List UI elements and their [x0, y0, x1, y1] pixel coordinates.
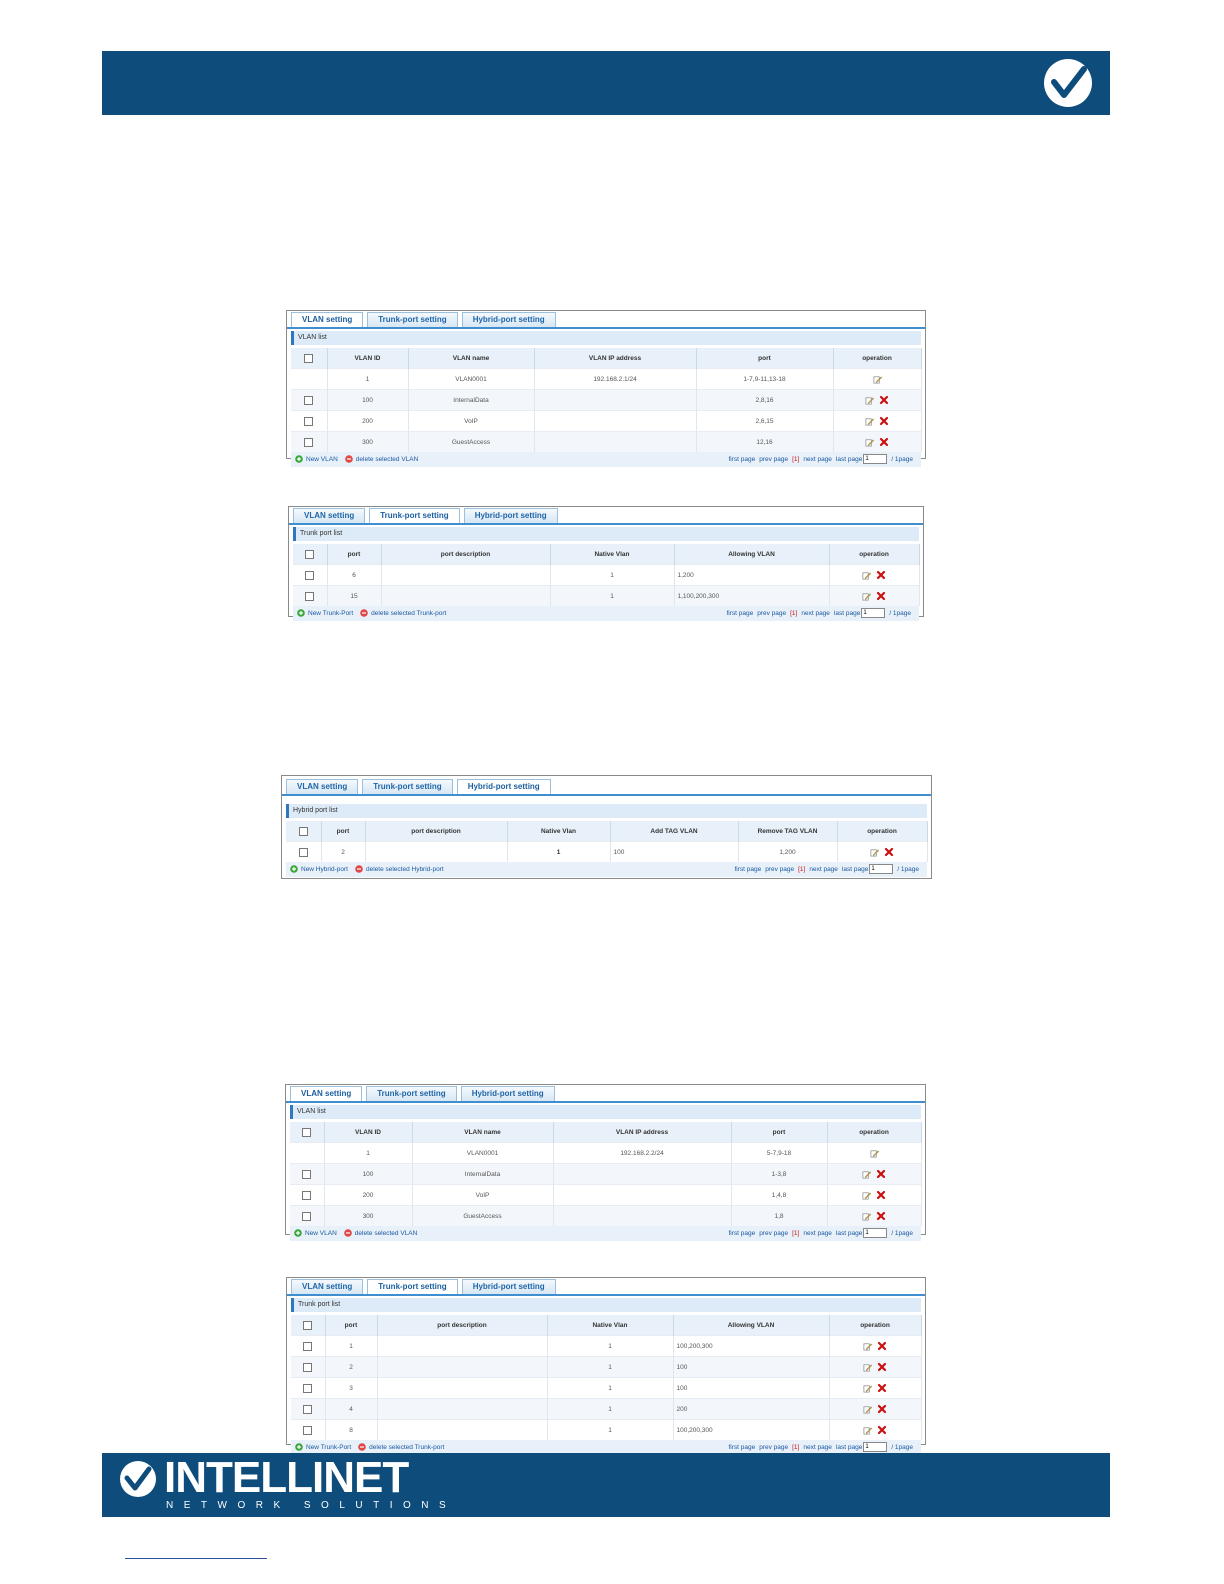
list-title: Hybrid port list	[286, 804, 927, 818]
delete-selected-vlan-button[interactable]: delete selected VLAN	[354, 1229, 418, 1237]
vlan-port-cell: 1-3,8	[731, 1164, 827, 1185]
list-title: Trunk port list	[293, 527, 919, 541]
row-select-cell	[291, 369, 327, 390]
operation-cell	[829, 1420, 921, 1441]
tab-trunk-port-setting[interactable]: Trunk-port setting	[362, 779, 452, 794]
delete-selected-vlan-button[interactable]: delete selected VLAN	[355, 455, 419, 463]
delete-icon[interactable]	[876, 591, 886, 601]
row-select-cell	[291, 411, 327, 432]
select-all-header	[293, 544, 327, 565]
column-header: VLAN IP address	[553, 1122, 731, 1143]
first-page-link[interactable]: first page	[734, 865, 762, 873]
vlan-port-cell: 12,16	[696, 432, 833, 453]
add-icon	[295, 1443, 303, 1451]
delete-icon[interactable]	[876, 1169, 886, 1179]
page-number-input[interactable]: 1	[869, 864, 893, 874]
current-page-indicator: [1]	[792, 455, 800, 463]
remove-icon	[355, 865, 363, 873]
last-page-link[interactable]: last page	[841, 865, 869, 873]
vlan-name-cell: VoIP	[408, 411, 534, 432]
row-select-cell	[291, 1357, 325, 1378]
row-checkbox[interactable]	[302, 1191, 311, 1200]
allowing-vlan-cell: 100,200,300	[673, 1420, 829, 1441]
allowing-vlan-cell: 1,200	[674, 565, 829, 586]
edit-icon[interactable]	[862, 1212, 871, 1221]
vlan-name-cell: GuestAccess	[412, 1206, 553, 1227]
table-footer	[290, 1226, 921, 1241]
column-header: port	[731, 1122, 827, 1143]
column-header: port	[696, 348, 833, 369]
table-row	[293, 586, 919, 607]
delete-icon[interactable]	[877, 1362, 887, 1372]
row-select-cell	[293, 586, 327, 607]
row-checkbox[interactable]	[303, 1384, 312, 1393]
table-footer	[291, 452, 921, 467]
new-vlan-button[interactable]: New VLAN	[306, 455, 338, 463]
operation-cell	[833, 390, 921, 411]
table-footer	[293, 606, 919, 621]
select-all-checkbox[interactable]	[299, 827, 308, 836]
table-row	[291, 1420, 921, 1441]
operation-cell	[829, 565, 919, 586]
row-select-cell	[290, 1143, 324, 1164]
row-checkbox[interactable]	[303, 1363, 312, 1372]
tab-vlan-setting[interactable]: VLAN setting	[293, 508, 365, 523]
vlan-id-cell: 300	[327, 432, 408, 453]
edit-icon[interactable]	[865, 417, 874, 426]
next-page-link[interactable]: next page	[801, 609, 830, 617]
vlan-name-cell: VLAN0001	[408, 369, 534, 390]
next-page-link[interactable]: next page	[809, 865, 838, 873]
column-header: VLAN ID	[324, 1122, 412, 1143]
vlan-setting-panel	[286, 310, 926, 463]
vlan-name-cell: GuestAccess	[408, 432, 534, 453]
last-page-link[interactable]: last page	[833, 609, 861, 617]
column-header: operation	[829, 544, 919, 565]
edit-icon[interactable]	[870, 848, 879, 857]
column-header: Remove TAG VLAN	[738, 821, 837, 842]
new-trunk-port-button[interactable]: New Trunk-Port	[306, 1443, 352, 1451]
add-icon	[290, 865, 298, 873]
port-description-cell	[365, 842, 507, 863]
row-select-cell	[290, 1164, 324, 1185]
tab-vlan-setting[interactable]: VLAN setting	[291, 312, 363, 327]
select-all-header	[290, 1122, 324, 1143]
vlan-ip-cell	[534, 432, 696, 453]
column-header: VLAN IP address	[534, 348, 696, 369]
vlan-table	[291, 348, 922, 452]
add-icon	[294, 1229, 302, 1237]
vlan-port-cell: 2,6,15	[696, 411, 833, 432]
add-icon	[297, 609, 305, 617]
page-total: / 1page	[891, 1443, 913, 1451]
table-row	[291, 1378, 921, 1399]
row-checkbox[interactable]	[305, 592, 314, 601]
add-tag-vlan-cell: 100	[610, 842, 738, 863]
table-row	[286, 842, 927, 863]
operation-cell	[827, 1206, 921, 1227]
row-select-cell	[291, 1378, 325, 1399]
column-header: VLAN ID	[327, 348, 408, 369]
tab-bar	[289, 507, 923, 525]
tab-bar	[287, 311, 925, 329]
edit-icon[interactable]	[862, 571, 871, 580]
tab-trunk-port-setting[interactable]: Trunk-port setting	[366, 1086, 456, 1101]
vlan-id-cell: 100	[327, 390, 408, 411]
column-header: port	[321, 821, 365, 842]
list-title: Trunk port list	[291, 1298, 921, 1312]
remove-icon	[360, 609, 368, 617]
current-page-indicator: [1]	[792, 1229, 800, 1237]
delete-icon[interactable]	[884, 847, 894, 857]
edit-icon[interactable]	[863, 1342, 872, 1351]
vlan-ip-cell: 192.168.2.1/24	[534, 369, 696, 390]
native-vlan-cell: 1	[547, 1336, 673, 1357]
row-checkbox[interactable]	[299, 848, 308, 857]
row-checkbox[interactable]	[302, 1170, 311, 1179]
row-checkbox[interactable]	[304, 396, 313, 405]
trunk-port-table	[291, 1315, 922, 1440]
tab-hybrid-port-setting[interactable]: Hybrid-port setting	[462, 312, 556, 327]
allowing-vlan-cell: 100	[673, 1357, 829, 1378]
vlan-ip-cell	[534, 411, 696, 432]
column-header: Allowing VLAN	[673, 1315, 829, 1336]
column-header: Native Vlan	[550, 544, 674, 565]
edit-icon[interactable]	[863, 1426, 872, 1435]
vlan-name-cell: InternalData	[412, 1164, 553, 1185]
edit-icon[interactable]	[863, 1384, 872, 1393]
column-header: Native Vlan	[507, 821, 610, 842]
operation-cell	[829, 1378, 921, 1399]
row-select-cell	[291, 432, 327, 453]
table-footer	[286, 862, 927, 877]
delete-icon[interactable]	[877, 1425, 887, 1435]
vlan-ip-cell	[553, 1185, 731, 1206]
allowing-vlan-cell: 100	[673, 1378, 829, 1399]
edit-icon[interactable]	[865, 396, 874, 405]
column-header: VLAN name	[408, 348, 534, 369]
row-checkbox[interactable]	[303, 1405, 312, 1414]
vlan-ip-cell	[553, 1206, 731, 1227]
table-row	[291, 432, 921, 453]
trunk-port-setting-panel	[288, 506, 924, 617]
page-number-input[interactable]: 1	[861, 608, 885, 618]
table-row	[290, 1206, 921, 1227]
list-title: VLAN list	[291, 331, 921, 345]
new-hybrid-port-button[interactable]: New Hybrid-port	[301, 865, 348, 873]
brand-tagline: NETWORK SOLUTIONS	[166, 1500, 457, 1511]
edit-icon[interactable]	[863, 1363, 872, 1372]
page-header	[102, 51, 1110, 115]
tab-bar	[286, 1085, 925, 1103]
tab-bar	[287, 1278, 925, 1296]
row-select-cell	[291, 1420, 325, 1441]
hybrid-port-setting-panel	[281, 775, 932, 879]
delete-icon[interactable]	[879, 395, 889, 405]
delete-icon[interactable]	[876, 570, 886, 580]
column-header: Native Vlan	[547, 1315, 673, 1336]
vlan-id-cell: 200	[324, 1185, 412, 1206]
vlan-port-cell: 5-7,9-18	[731, 1143, 827, 1164]
new-trunk-port-button[interactable]: New Trunk-Port	[308, 609, 354, 617]
page-total: / 1page	[891, 455, 913, 463]
remove-icon	[345, 455, 353, 463]
last-page-link[interactable]: last page	[835, 455, 863, 463]
vlan-port-cell: 1-7,9-11,13-18	[696, 369, 833, 390]
column-header: port	[325, 1315, 377, 1336]
row-checkbox[interactable]	[304, 438, 313, 447]
select-all-checkbox[interactable]	[303, 1321, 312, 1330]
port-description-cell	[377, 1357, 547, 1378]
table-row	[291, 1399, 921, 1420]
column-header: port	[327, 544, 381, 565]
delete-icon[interactable]	[879, 416, 889, 426]
delete-selected-hybrid-port-button[interactable]: delete selected Hybrid-port	[365, 865, 444, 873]
checkmark-logo-icon	[1042, 57, 1094, 109]
tab-hybrid-port-setting[interactable]: Hybrid-port setting	[457, 779, 551, 794]
row-select-cell	[293, 565, 327, 586]
port-description-cell	[377, 1378, 547, 1399]
native-vlan-cell: 1	[550, 565, 674, 586]
delete-selected-trunk-port-button[interactable]: delete selected Trunk-port	[369, 1443, 445, 1451]
delete-icon[interactable]	[877, 1341, 887, 1351]
tab-hybrid-port-setting[interactable]: Hybrid-port setting	[461, 1086, 555, 1101]
tab-vlan-setting[interactable]: VLAN setting	[290, 1086, 362, 1101]
select-all-header	[286, 821, 321, 842]
vlan-id-cell: 300	[324, 1206, 412, 1227]
allowing-vlan-cell: 200	[673, 1399, 829, 1420]
native-vlan-cell: 1	[547, 1378, 673, 1399]
vlan-ip-cell	[553, 1164, 731, 1185]
port-description-cell	[377, 1336, 547, 1357]
row-select-cell	[291, 1336, 325, 1357]
port-description-cell	[381, 565, 550, 586]
edit-icon[interactable]	[862, 1191, 871, 1200]
vlan-id-cell: 200	[327, 411, 408, 432]
select-all-header	[291, 1315, 325, 1336]
port-cell: 15	[327, 586, 381, 607]
native-vlan-cell: 1	[550, 586, 674, 607]
table-row	[290, 1143, 921, 1164]
edit-icon[interactable]	[865, 438, 874, 447]
column-header: Allowing VLAN	[674, 544, 829, 565]
row-checkbox[interactable]	[303, 1342, 312, 1351]
native-vlan-cell: 1	[547, 1399, 673, 1420]
prev-page-link[interactable]: prev page	[757, 609, 787, 617]
vlan-id-cell: 100	[324, 1164, 412, 1185]
current-page-indicator: [1]	[798, 865, 806, 873]
tab-hybrid-port-setting[interactable]: Hybrid-port setting	[462, 1279, 556, 1294]
port-cell: 6	[327, 565, 381, 586]
page-total: / 1page	[891, 1229, 913, 1237]
delete-icon[interactable]	[877, 1404, 887, 1414]
operation-cell	[829, 1399, 921, 1420]
native-vlan-cell: 1	[547, 1420, 673, 1441]
port-description-cell	[377, 1399, 547, 1420]
first-page-link[interactable]: first page	[728, 1443, 756, 1451]
remove-icon	[358, 1443, 366, 1451]
column-header: operation	[837, 821, 927, 842]
vlan-ip-cell	[534, 390, 696, 411]
select-all-header	[291, 348, 327, 369]
table-row	[291, 390, 921, 411]
last-page-link[interactable]: last page	[835, 1229, 863, 1237]
operation-cell	[827, 1143, 921, 1164]
delete-selected-trunk-port-button[interactable]: delete selected Trunk-port	[371, 609, 447, 617]
operation-cell	[833, 411, 921, 432]
current-page-indicator: [1]	[792, 1443, 800, 1451]
page-number-input[interactable]: 1	[863, 1442, 887, 1452]
prev-page-link[interactable]: prev page	[759, 455, 789, 463]
edit-icon[interactable]	[870, 1149, 879, 1158]
column-header: port description	[377, 1315, 547, 1336]
table-row	[290, 1185, 921, 1206]
vlan-id-cell: 1	[324, 1143, 412, 1164]
first-page-link[interactable]: first page	[726, 609, 754, 617]
row-select-cell	[290, 1185, 324, 1206]
prev-page-link[interactable]: prev page	[759, 1229, 789, 1237]
page-number-input[interactable]: 1	[863, 1228, 887, 1238]
select-all-checkbox[interactable]	[302, 1128, 311, 1137]
list-title: VLAN list	[290, 1105, 921, 1119]
vlan-ip-cell: 192.168.2.2/24	[553, 1143, 731, 1164]
footer-underline-link[interactable]	[125, 1558, 267, 1559]
tab-trunk-port-setting[interactable]: Trunk-port setting	[367, 1279, 457, 1294]
port-cell: 2	[325, 1357, 377, 1378]
table-row	[290, 1164, 921, 1185]
vlan-table	[290, 1122, 922, 1226]
operation-cell	[837, 842, 927, 863]
row-checkbox[interactable]	[303, 1426, 312, 1435]
table-row	[291, 369, 921, 390]
operation-cell	[827, 1164, 921, 1185]
port-cell: 3	[325, 1378, 377, 1399]
port-description-cell	[381, 586, 550, 607]
tab-hybrid-port-setting[interactable]: Hybrid-port setting	[464, 508, 558, 523]
allowing-vlan-cell: 1,100,200,300	[674, 586, 829, 607]
delete-icon[interactable]	[877, 1383, 887, 1393]
row-select-cell	[286, 842, 321, 863]
vlan-name-cell: InternalData	[408, 390, 534, 411]
allowing-vlan-cell: 100,200,300	[673, 1336, 829, 1357]
page-total: / 1page	[897, 865, 919, 873]
row-select-cell	[291, 390, 327, 411]
table-row	[291, 1357, 921, 1378]
operation-cell	[833, 432, 921, 453]
first-page-link[interactable]: first page	[728, 1229, 756, 1237]
native-vlan-cell: 1	[547, 1357, 673, 1378]
hybrid-port-table	[286, 821, 928, 862]
vlan-port-cell: 2,8,16	[696, 390, 833, 411]
intellinet-logo-icon	[118, 1459, 158, 1499]
prev-page-link[interactable]: prev page	[765, 865, 795, 873]
tab-trunk-port-setting[interactable]: Trunk-port setting	[369, 508, 459, 523]
row-checkbox[interactable]	[302, 1212, 311, 1221]
trunk-port-table	[293, 544, 920, 606]
column-header: port description	[381, 544, 550, 565]
operation-cell	[829, 1336, 921, 1357]
current-page-indicator: [1]	[790, 609, 798, 617]
page-footer	[102, 1453, 1110, 1517]
page-total: / 1page	[889, 609, 911, 617]
column-header: port description	[365, 821, 507, 842]
column-header: VLAN name	[412, 1122, 553, 1143]
delete-icon[interactable]	[879, 437, 889, 447]
vlan-id-cell: 1	[327, 369, 408, 390]
native-vlan-cell: 1	[507, 842, 610, 863]
edit-icon[interactable]	[862, 1170, 871, 1179]
column-header: operation	[829, 1315, 921, 1336]
delete-icon[interactable]	[876, 1211, 886, 1221]
row-checkbox[interactable]	[305, 571, 314, 580]
vlan-name-cell: VoIP	[412, 1185, 553, 1206]
next-page-link[interactable]: next page	[803, 1229, 832, 1237]
next-page-link[interactable]: next page	[803, 455, 832, 463]
tab-trunk-port-setting[interactable]: Trunk-port setting	[367, 312, 457, 327]
prev-page-link[interactable]: prev page	[759, 1443, 789, 1451]
remove-tag-vlan-cell: 1,200	[738, 842, 837, 863]
tab-vlan-setting[interactable]: VLAN setting	[291, 1279, 363, 1294]
column-header: operation	[833, 348, 921, 369]
first-page-link[interactable]: first page	[728, 455, 756, 463]
row-checkbox[interactable]	[304, 417, 313, 426]
new-vlan-button[interactable]: New VLAN	[305, 1229, 337, 1237]
operation-cell	[827, 1185, 921, 1206]
operation-cell	[829, 1357, 921, 1378]
table-row	[291, 411, 921, 432]
select-all-checkbox[interactable]	[305, 550, 314, 559]
vlan-port-cell: 1,4,8	[731, 1185, 827, 1206]
vlan-name-cell: VLAN0001	[412, 1143, 553, 1164]
column-header: operation	[827, 1122, 921, 1143]
edit-icon[interactable]	[863, 1405, 872, 1414]
port-cell: 4	[325, 1399, 377, 1420]
tab-bar	[282, 776, 931, 796]
page-number-input[interactable]: 1	[863, 454, 887, 464]
operation-cell	[833, 369, 921, 390]
port-cell: 8	[325, 1420, 377, 1441]
column-header: Add TAG VLAN	[610, 821, 738, 842]
port-cell: 1	[325, 1336, 377, 1357]
operation-cell	[829, 586, 919, 607]
last-page-link[interactable]: last page	[835, 1443, 863, 1451]
vlan-setting-panel-2	[285, 1084, 926, 1235]
edit-icon[interactable]	[862, 592, 871, 601]
edit-icon[interactable]	[873, 375, 882, 384]
row-select-cell	[291, 1399, 325, 1420]
next-page-link[interactable]: next page	[803, 1443, 832, 1451]
port-description-cell	[377, 1420, 547, 1441]
port-cell: 2	[321, 842, 365, 863]
tab-vlan-setting[interactable]: VLAN setting	[286, 779, 358, 794]
select-all-checkbox[interactable]	[304, 354, 313, 363]
table-row	[291, 1336, 921, 1357]
delete-icon[interactable]	[876, 1190, 886, 1200]
remove-icon	[344, 1229, 352, 1237]
row-select-cell	[290, 1206, 324, 1227]
trunk-port-setting-panel-2	[286, 1277, 926, 1451]
add-icon	[295, 455, 303, 463]
table-row	[293, 565, 919, 586]
brand-name: INTELLINET	[164, 1453, 409, 1502]
vlan-port-cell: 1,8	[731, 1206, 827, 1227]
